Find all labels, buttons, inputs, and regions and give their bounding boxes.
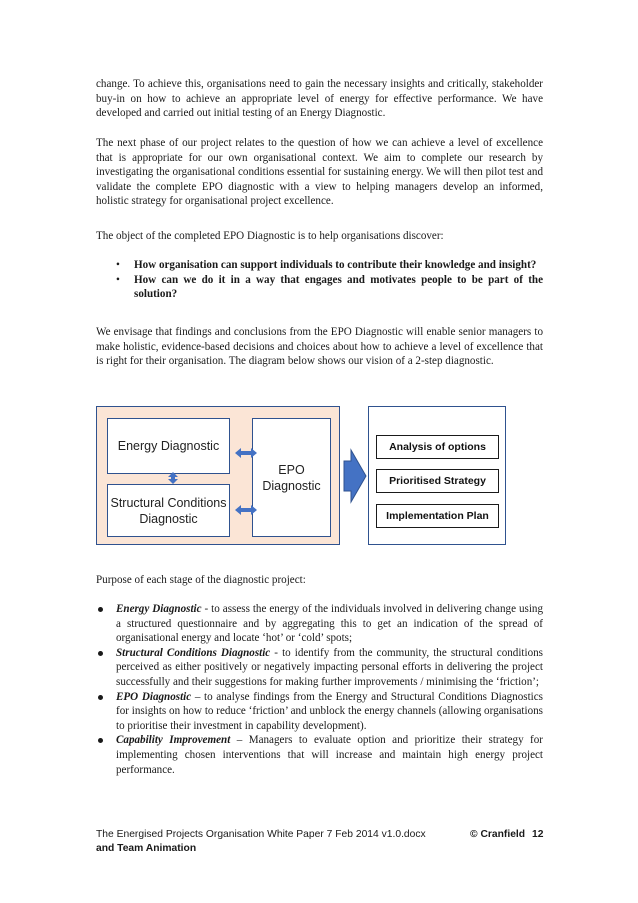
bullet-dot-icon xyxy=(98,738,103,743)
epo-diagnostic-label: EPO Diagnostic xyxy=(262,462,321,493)
energy-diagnostic-label: Energy Diagnostic xyxy=(117,439,220,453)
purpose-term: EPO Diagnostic xyxy=(116,690,192,703)
bullet-dot-icon xyxy=(98,607,103,612)
purpose-item xyxy=(96,602,543,646)
question-text: How organisation can support individuals to contribute their knowledge and insight? xyxy=(134,259,537,271)
purpose-list xyxy=(96,602,543,777)
bullet-dot-icon xyxy=(98,695,103,700)
purpose-text: – Managers to evaluate option and prioritize their strategy for implementing chosen interventions that will increase and maintain high energy project performance. xyxy=(116,734,543,776)
question-text: How can we do it in a way that engages and motivates people to be part of the solution? xyxy=(134,273,543,301)
purpose-item xyxy=(96,733,543,777)
question-item xyxy=(96,273,543,302)
paragraph-object: The object of the completed EPO Diagnostic is to help organisations discover: xyxy=(96,230,444,242)
paragraph-envisage: We envisage that findings and conclusions from the EPO Diagnostic will enable senior managers to make holistic, evidence-based decisions and choices about how to achieve a level of excellence that is right for their organisation. The diagram below shows our vision of a 2-step diagnostic. xyxy=(96,326,543,368)
double-arrow-icon xyxy=(235,448,257,458)
implementation-plan-box xyxy=(376,504,499,528)
vertical-double-arrow-icon xyxy=(168,472,178,484)
question-item xyxy=(96,258,543,273)
paragraph-intro: change. To achieve this, organisations need to gain the necessary insights and critically, stakeholder buy-in on how to achieve an appropriate level of energy for effective performance. We have developed and carried out initial testing of an Energy Diagnostic. xyxy=(96,78,543,120)
output-label: Analysis of options xyxy=(389,441,486,453)
question-list xyxy=(96,258,543,302)
page-number: 12 xyxy=(532,829,544,840)
analysis-of-options-box xyxy=(376,435,499,459)
purpose-item xyxy=(96,690,543,734)
paragraph-next-phase: The next phase of our project relates to the question of how we can achieve a level of excellence that is appropriate for our own organisational context. We aim to complete our research by investigating the organisational conditions essential for sustaining energy. We will then pilot test and validate the complete EPO diagnostic with a view to helping managers develop an informed, holistic strategy for organisational project excellence. xyxy=(96,137,543,208)
two-step-diagnostic-diagram xyxy=(96,406,546,548)
bullet-dot-icon xyxy=(98,651,103,656)
purpose-term: Structural Conditions Diagnostic xyxy=(116,646,271,659)
footer-document-name: The Energised Projects Organisation White Paper 7 Feb 2014 v1.0.docx xyxy=(96,829,426,840)
paragraph-purpose: Purpose of each stage of the diagnostic project: xyxy=(96,574,306,586)
purpose-text: – to analyse findings from the Energy and Structural Conditions Diagnostics for insights on how to reduce ‘friction’ and unblock the energy channels (allowing organisations to prioritise their investment in capability development). xyxy=(116,690,543,732)
output-label: Prioritised Strategy xyxy=(389,475,486,487)
bullet-mark: • xyxy=(116,273,120,286)
prioritised-strategy-box xyxy=(376,469,499,493)
footer-copyright: © Cranfield xyxy=(470,829,526,840)
double-arrow-icon xyxy=(235,505,257,515)
purpose-text: - to assess the energy of the individuals involved in delivering change using a structured questionnaire and by aggregating this to get an indication of the spread of organisational energy and locate ‘hot’ or ‘cold’ spots; xyxy=(116,603,543,645)
bullet-mark: • xyxy=(116,259,120,271)
block-arrow-right-icon xyxy=(344,450,366,502)
footer-organisation: and Team Animation xyxy=(96,843,197,854)
purpose-text: - to identify from the community, the structural conditions perceived as either positively or negatively impacting personal efforts in delivering the project successfully and their suggestions for making further improvements / minimising the ‘friction’; xyxy=(116,646,543,688)
step-two-panel xyxy=(368,406,506,545)
purpose-term: Energy Diagnostic xyxy=(116,603,202,615)
output-label: Implementation Plan xyxy=(386,510,489,522)
purpose-item xyxy=(96,646,543,690)
structural-diagnostic-label: Structural Conditions Diagnostic xyxy=(110,495,227,526)
purpose-term: Capability Improvement xyxy=(116,734,231,747)
